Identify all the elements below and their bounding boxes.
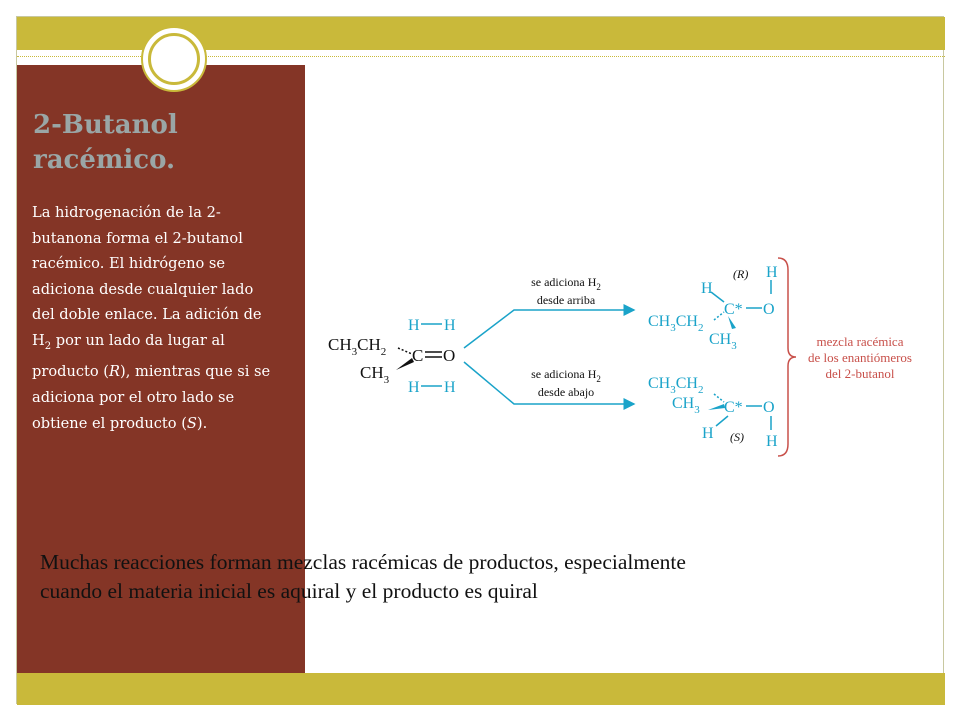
reactant-ketone xyxy=(328,335,455,386)
svg-text:CH3: $CH_3$ xyxy=(672,395,700,416)
svg-text:CH3: $CH_3$ xyxy=(709,331,737,352)
svg-text:H: H xyxy=(444,317,456,334)
svg-text:C*: C* xyxy=(724,399,743,416)
svg-text:H: H xyxy=(408,317,420,334)
body-text-1: La hidrogenación de la 2-butanona forma el 2-butanol racémico. El hidrógeno se adiciona desde cualquier lado del doble enlace. La adición de H xyxy=(32,204,262,349)
footer-line-1: Muchas reacciones forman mezclas racémicas de productos, especialmente xyxy=(40,550,686,574)
lower-arrow-label xyxy=(531,367,601,399)
svg-text:se adiciona H2: se adiciona $H_2$ xyxy=(531,275,601,292)
body-r-config: R xyxy=(109,363,121,381)
svg-text:(R): (R) xyxy=(733,267,749,281)
enantiomer-bracket xyxy=(778,258,796,456)
svg-text:H: H xyxy=(408,379,420,396)
svg-text:C*: C* xyxy=(724,301,743,318)
h2-upper xyxy=(408,317,456,334)
svg-text:CH3CH2: $CH_3CH_2$ xyxy=(648,375,704,396)
product-s xyxy=(648,375,778,450)
upper-arrow-label xyxy=(531,275,601,307)
body-text-3: ), mientras que si se adiciona por el otro lado se obtiene el producto ( xyxy=(32,363,271,432)
svg-text:(S): (S) xyxy=(730,430,744,444)
footer-statement xyxy=(40,548,910,606)
title-line-2: racémico. xyxy=(33,145,176,175)
svg-text:H: H xyxy=(701,280,713,297)
product-r xyxy=(648,264,778,352)
svg-text:H: H xyxy=(702,425,714,442)
bottom-band xyxy=(17,673,945,705)
svg-text:O: O xyxy=(763,301,775,318)
svg-text:O: O xyxy=(763,399,775,416)
svg-text:H: H xyxy=(766,264,778,281)
svg-text:se adiciona H2: se adiciona $H_2$ xyxy=(531,367,601,384)
title-line-1: 2-Butanol xyxy=(33,110,178,140)
reactant-oxygen: O xyxy=(443,346,456,365)
reactant-carbon: C xyxy=(412,346,424,365)
upper-arrow xyxy=(464,310,634,348)
svg-text:CH3CH2: $CH_3CH_2$ xyxy=(648,313,704,334)
footer-line-2: cuando el materia inicial es aquiral y el producto es quiral xyxy=(40,579,538,603)
bracket-label xyxy=(808,334,912,381)
decorative-ring-icon xyxy=(141,26,207,92)
svg-text:H: H xyxy=(444,379,456,396)
svg-text:de los enantiómeros: de los enantiómeros xyxy=(808,350,912,365)
svg-text:desde arriba: desde arriba xyxy=(536,293,596,307)
body-s-config: S xyxy=(186,414,197,432)
svg-text:H: H xyxy=(766,433,778,450)
h2-lower xyxy=(408,379,456,396)
reactant-ethyl: $CH_3CH_2$ xyxy=(328,335,387,358)
body-paragraph xyxy=(32,200,278,436)
svg-text:desde abajo: desde abajo xyxy=(537,385,595,399)
body-subscript: 2 xyxy=(44,340,52,352)
svg-text:mezcla racémica: mezcla racémica xyxy=(816,334,904,349)
svg-text:del 2-butanol: del 2-butanol xyxy=(825,366,895,381)
slide-title xyxy=(33,108,273,178)
reactant-methyl: $CH_3$ xyxy=(360,363,390,386)
body-text-4: ). xyxy=(196,414,208,432)
body-text-2: por un lado da lugar al producto ( xyxy=(32,331,225,381)
reaction-diagram xyxy=(304,240,944,480)
